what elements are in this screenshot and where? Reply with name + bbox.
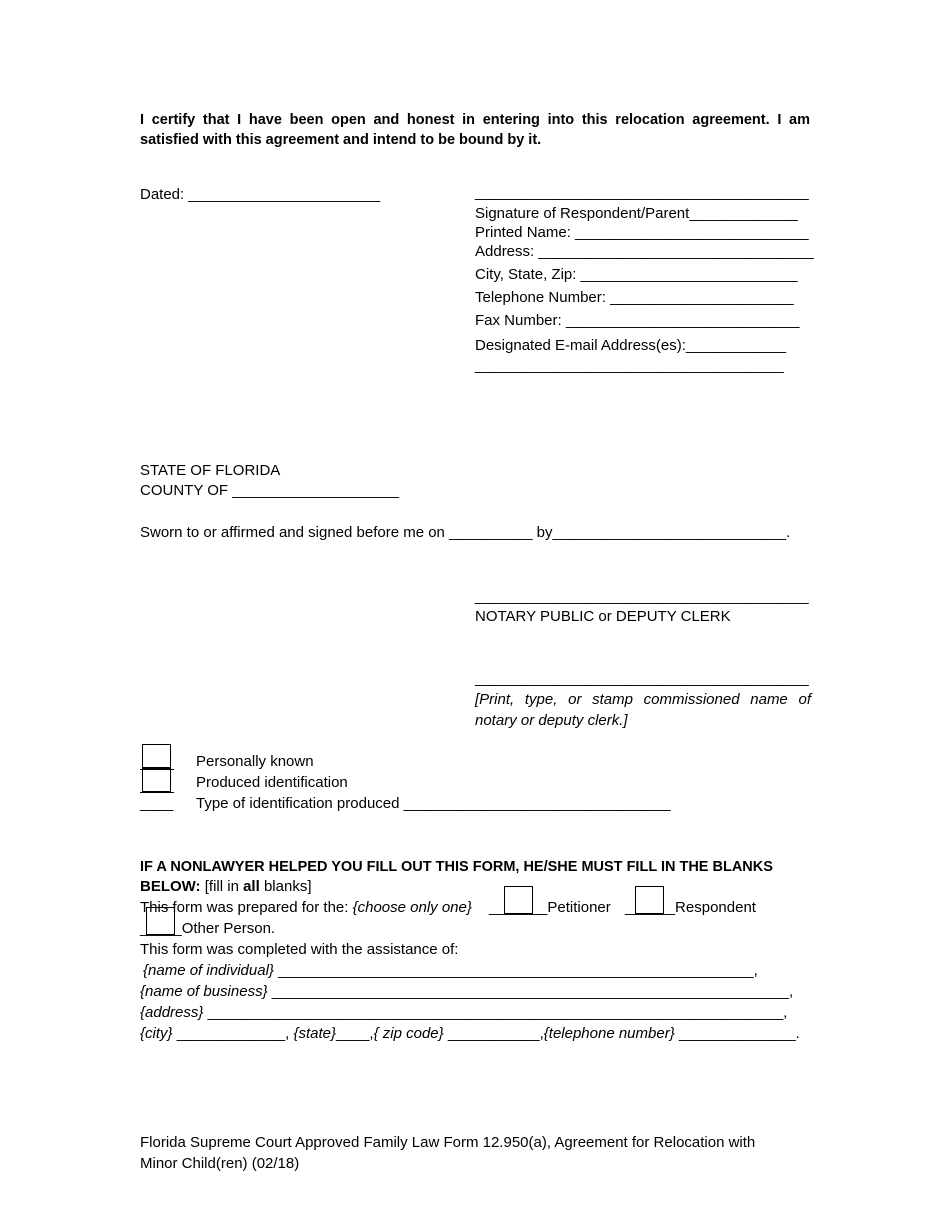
personally-known-checkbox[interactable] bbox=[142, 744, 171, 769]
blanks-text: blanks] bbox=[263, 878, 312, 895]
below-label: BELOW: bbox=[140, 878, 201, 895]
zip-line[interactable]: ___________, bbox=[447, 1025, 544, 1042]
all-text: all bbox=[243, 878, 260, 895]
type-id-produced-field[interactable]: Type of identification produced ________________________________ bbox=[196, 795, 671, 812]
produced-identification-checkbox[interactable] bbox=[142, 767, 171, 792]
name-individual-label: {name of individual} bbox=[143, 962, 274, 979]
city-state-zip-field[interactable]: City, State, Zip: __________________________ bbox=[475, 266, 798, 283]
nonlawyer-instructions bbox=[140, 877, 311, 897]
name-individual-line[interactable]: _________________________________________________________, bbox=[278, 962, 758, 979]
footer-line-1: Florida Supreme Court Approved Family Law Form 12.950(a), Agreement for Relocation with bbox=[140, 1134, 756, 1151]
type-id-blank[interactable]: ____ bbox=[140, 795, 174, 812]
city-state-zip-phone-row[interactable] bbox=[140, 1024, 800, 1044]
petitioner-checkbox[interactable] bbox=[504, 886, 533, 914]
county-field[interactable]: COUNTY OF ____________________ bbox=[140, 482, 400, 499]
nonlawyer-heading: IF A NONLAWYER HELPED YOU FILL OUT THIS FORM, HE/SHE MUST FILL IN THE BLANKS bbox=[140, 859, 773, 875]
other-person-option: _____Other Person. bbox=[140, 920, 276, 937]
certification-paragraph bbox=[140, 110, 810, 150]
completed-with-text: This form was completed with the assistance of: bbox=[140, 941, 459, 958]
prepared-for-line bbox=[140, 898, 472, 918]
notary-signature-line[interactable]: ________________________________________ bbox=[475, 588, 809, 605]
stamp-line[interactable]: ________________________________________ bbox=[475, 670, 809, 687]
printed-name-field[interactable]: Printed Name: ____________________________ bbox=[475, 224, 809, 241]
address-row[interactable] bbox=[140, 1003, 787, 1023]
produced-identification-underline bbox=[140, 792, 174, 793]
stamp-note-line-2: notary or deputy clerk.] bbox=[475, 712, 628, 729]
produced-identification-label: Produced identification bbox=[196, 774, 348, 791]
name-business-label: {name of business} bbox=[140, 983, 268, 1000]
address-label: {address} bbox=[140, 1004, 204, 1021]
respondent-checkbox[interactable] bbox=[635, 886, 664, 914]
prepared-for-text: This form was prepared for the: bbox=[140, 899, 349, 916]
signature-label: Signature of Respondent/Parent_____________ bbox=[475, 205, 798, 222]
dated-field[interactable]: Dated: _______________________ bbox=[140, 186, 381, 203]
personally-known-label: Personally known bbox=[196, 753, 314, 770]
respondent-option: ______Respondent bbox=[625, 899, 756, 916]
city-label: {city} bbox=[140, 1025, 173, 1042]
telephone-field[interactable]: Telephone Number: ______________________ bbox=[475, 289, 794, 306]
phone-label: {telephone number} bbox=[543, 1025, 675, 1042]
name-business-row[interactable] bbox=[140, 982, 793, 1002]
fill-in-text: [fill in bbox=[204, 878, 239, 895]
certification-line-1: I certify that I have been open and honest in entering into this relocation agreement. I am bbox=[140, 112, 810, 128]
state-line[interactable]: ____, bbox=[336, 1025, 374, 1042]
notary-label: NOTARY PUBLIC or DEPUTY CLERK bbox=[475, 608, 731, 625]
email-field[interactable]: Designated E-mail Address(es):____________ bbox=[475, 337, 787, 354]
name-individual-row[interactable] bbox=[143, 961, 758, 981]
footer-line-2: Minor Child(ren) (02/18) bbox=[140, 1155, 300, 1172]
state-label: STATE OF FLORIDA bbox=[140, 462, 281, 479]
stamp-note bbox=[475, 689, 811, 731]
sworn-statement[interactable]: Sworn to or affirmed and signed before me on __________ by____________________________. bbox=[140, 524, 791, 541]
certification-line-2: satisfied with this agreement and intend to be bound by it. bbox=[140, 132, 542, 148]
state-label: {state} bbox=[293, 1025, 337, 1042]
other-person-checkbox[interactable] bbox=[146, 907, 175, 935]
address-line[interactable]: _____________________________________________________________________, bbox=[207, 1004, 788, 1021]
email-extra-line[interactable]: _____________________________________ bbox=[475, 357, 784, 374]
fax-field[interactable]: Fax Number: ____________________________ bbox=[475, 312, 800, 329]
stamp-note-line-1: [Print, type, or stamp commissioned name of bbox=[475, 691, 811, 708]
choose-only-one-text: {choose only one} bbox=[352, 899, 472, 916]
signature-line[interactable]: ________________________________________ bbox=[475, 184, 809, 201]
name-business-line[interactable]: ______________________________________________________________, bbox=[271, 983, 794, 1000]
form-footer bbox=[140, 1132, 820, 1174]
address-field[interactable]: Address: _________________________________ bbox=[475, 243, 814, 260]
petitioner-option: _______Petitioner bbox=[489, 899, 611, 916]
zip-label: { zip code} bbox=[373, 1025, 444, 1042]
city-line[interactable]: _____________, bbox=[176, 1025, 290, 1042]
phone-line[interactable]: ______________. bbox=[678, 1025, 800, 1042]
